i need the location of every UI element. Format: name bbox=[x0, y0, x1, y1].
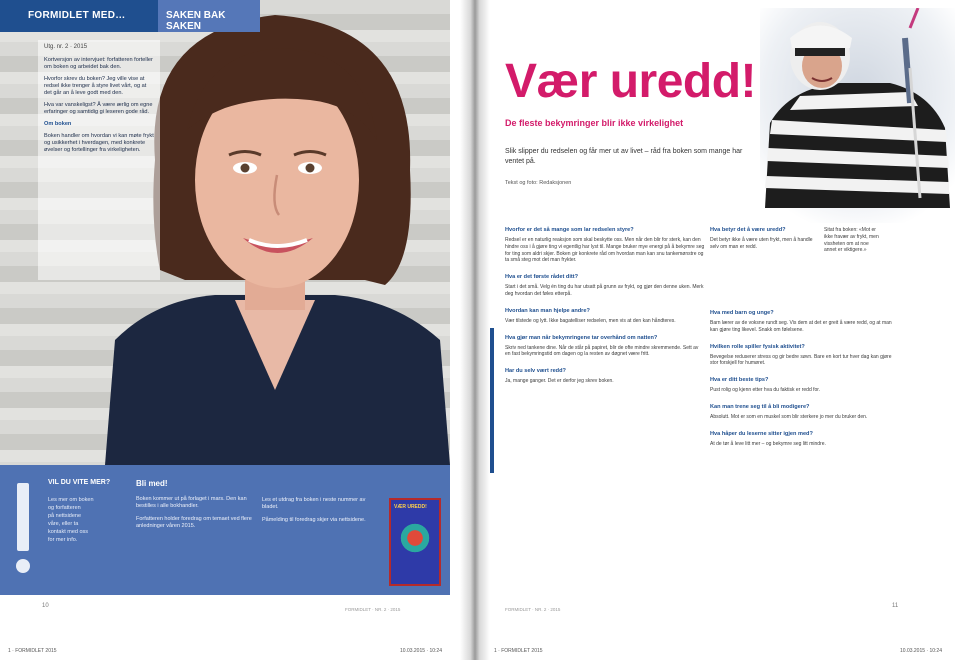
question: Hva håper du leserne sitter igjen med? bbox=[710, 430, 813, 437]
book-cover-image bbox=[389, 498, 441, 586]
info-paragraph: Påmelding til foredrag skjer via nettsidene. bbox=[262, 517, 366, 523]
question: Hva er det første rådet ditt? bbox=[505, 274, 579, 281]
info-lead-title: VIL DU VITE MER? bbox=[48, 479, 111, 486]
answer: Redsel er en naturlig reaksjon som skal beskytte oss. Men når den blir for sterk, kan den hindre oss i å gjøre ting vi egentlig har lyst til. Mange bruker mye energi på å bekymre seg for ting som aldri skjer. Boken gir konkrete råd om hvordan man kan snu tankemønstre og ta små steg mot det man frykter. bbox=[505, 237, 705, 264]
info-lead bbox=[48, 479, 128, 544]
article-column-4 bbox=[710, 310, 900, 458]
article-column-2 bbox=[710, 227, 822, 261]
answer: Absolutt. Mot er som en muskel som blir sterkere jo mer du bruker den. bbox=[710, 413, 868, 420]
info-lead-line: på nettsidene bbox=[48, 513, 82, 519]
answer: Det betyr ikke å være uten frykt, men å handle selv om man er redd. bbox=[710, 237, 813, 250]
print-timestamp: 10.03.2015 · 10:24 bbox=[400, 648, 442, 654]
question: Hva gjør man når bekymringene tar overhånd om natten? bbox=[505, 334, 658, 341]
answer: Start i det små. Velg én ting du har utsatt på grunn av frykt, og gjør den denne uken. Merk deg hvordan det føles etterpå. bbox=[505, 284, 704, 297]
sidebar-paragraph: Kortversjon av intervjuet: forfatteren forteller om boken og arbeidet bak den. bbox=[44, 57, 153, 70]
article-column-3 bbox=[824, 227, 880, 264]
question: Hvorfor er det så mange som lar redselen styre? bbox=[505, 227, 634, 233]
question: Har du selv vært redd? bbox=[505, 368, 566, 375]
question: Hva er ditt beste tips? bbox=[710, 377, 769, 384]
right-page bbox=[490, 0, 960, 660]
sidebar-subhead: Om boken bbox=[44, 121, 72, 127]
info-column-b bbox=[262, 497, 380, 530]
book-cover-ornament bbox=[399, 518, 431, 558]
article-ingress: Slik slipper du redselen og får mer ut av livet – råd fra boken som mange har ventet på. bbox=[505, 148, 743, 165]
page-number: 10 bbox=[42, 603, 49, 609]
question: Hva betyr det å være uredd? bbox=[710, 227, 786, 233]
pull-quote: Sitat fra boken: «Mot er ikke fravær av frykt, men vissheten om at noe annet er viktigere.» bbox=[824, 227, 879, 254]
section-kicker: SAKEN BAK SAKEN bbox=[158, 0, 260, 32]
info-lead-line: våre, eller ta bbox=[48, 521, 79, 527]
answer: Barn lærer av de voksne rundt seg. Vis dem at det er greit å være redd, og at man kan gjøre ting likevel. Snakk om følelsene. bbox=[710, 320, 892, 333]
page-footer: FORMIDLET · NR. 2 · 2015 bbox=[505, 607, 561, 612]
article-title: Vær uredd! bbox=[505, 55, 757, 108]
column-accent-bar bbox=[490, 328, 494, 473]
answer: Pust rolig og kjenn etter hva du faktisk er redd for. bbox=[710, 387, 821, 394]
section-label: FORMIDLET MED… bbox=[0, 0, 158, 32]
exclamation-icon bbox=[12, 483, 34, 583]
info-box bbox=[0, 465, 450, 595]
answer: Vær tilstede og lytt. Ikke bagatelliser redselen, men vis at den kan håndteres. bbox=[505, 317, 676, 324]
answer: Skriv ned tankene dine. Når de står på papiret, blir de ofte mindre skremmende. Sett av en fast bekymringstid om dagen og la resten av døgnet være fritt. bbox=[505, 344, 699, 358]
info-paragraph: Forfatteren holder foredrag om temaet ved flere anledninger våren 2015. bbox=[136, 516, 252, 529]
page-number: 11 bbox=[892, 603, 899, 609]
info-lead-line: kontakt med oss bbox=[48, 529, 89, 535]
sidebar-paragraph: Hvorfor skrev du boken? Jeg ville vise at redsel ikke trenger å styre livet vårt, og at det går an å leve godt med den. bbox=[44, 76, 147, 96]
print-slug: 1 · FORMIDLET 2015 bbox=[494, 648, 543, 654]
book-cover-title: VÆR UREDD! bbox=[394, 504, 427, 510]
sidebar-paragraph: Boken handler om hvordan vi kan møte frykt og usikkerhet i hverdagen, med konkrete øvelser og fortellinger fra virkeligheten. bbox=[44, 133, 154, 153]
info-lead-line: Les mer om boken bbox=[48, 497, 94, 503]
sidebar-text bbox=[38, 40, 160, 280]
info-lead-line: for mer info. bbox=[48, 537, 78, 543]
sidebar-paragraph: Hva var vanskeligst? Å være ærlig om egne erfaringer og samtidig gi leseren gode råd. bbox=[44, 102, 153, 115]
info-paragraph: Boken kommer ut på forlaget i mars. Den kan bestilles i alle bokhandler. bbox=[136, 496, 247, 509]
print-timestamp: 10.03.2015 · 10:24 bbox=[900, 648, 942, 654]
page-footer: FORMIDLET · NR. 2 · 2015 bbox=[345, 607, 401, 612]
article-subtitle: De fleste bekymringer blir ikke virkelighet bbox=[505, 118, 684, 128]
question: Hvilken rolle spiller fysisk aktivitet? bbox=[710, 343, 805, 350]
rider-photo bbox=[760, 8, 955, 223]
issue-date: Utg. nr. 2 · 2015 bbox=[44, 44, 88, 50]
section-header bbox=[0, 0, 260, 32]
portrait-photo bbox=[0, 0, 450, 465]
answer: Bevegelse reduserer stress og gir bedre søvn. Bare en kort tur hver dag kan gjøre stor forskjell for humøret. bbox=[710, 353, 892, 367]
question: Kan man trene seg til å bli modigere? bbox=[710, 403, 810, 410]
answer: At de tør å leve litt mer – og bekymre seg litt mindre. bbox=[710, 440, 826, 447]
print-slug: 1 · FORMIDLET 2015 bbox=[8, 648, 57, 654]
info-title: Bli med! bbox=[136, 479, 168, 488]
question: Hva med barn og unge? bbox=[710, 310, 774, 316]
left-page bbox=[0, 0, 460, 660]
spread-gutter bbox=[460, 0, 490, 660]
info-lead-line: og forfatteren bbox=[48, 505, 81, 511]
info-column-a bbox=[136, 479, 256, 536]
answer: Ja, mange ganger. Det er derfor jeg skrev boken. bbox=[505, 378, 614, 385]
question: Hvordan kan man hjelpe andre? bbox=[505, 307, 590, 314]
info-paragraph: Les et utdrag fra boken i neste nummer av bladet. bbox=[262, 497, 366, 510]
article-byline: Tekst og foto: Redaksjonen bbox=[505, 180, 572, 186]
article-column-1 bbox=[505, 227, 705, 395]
